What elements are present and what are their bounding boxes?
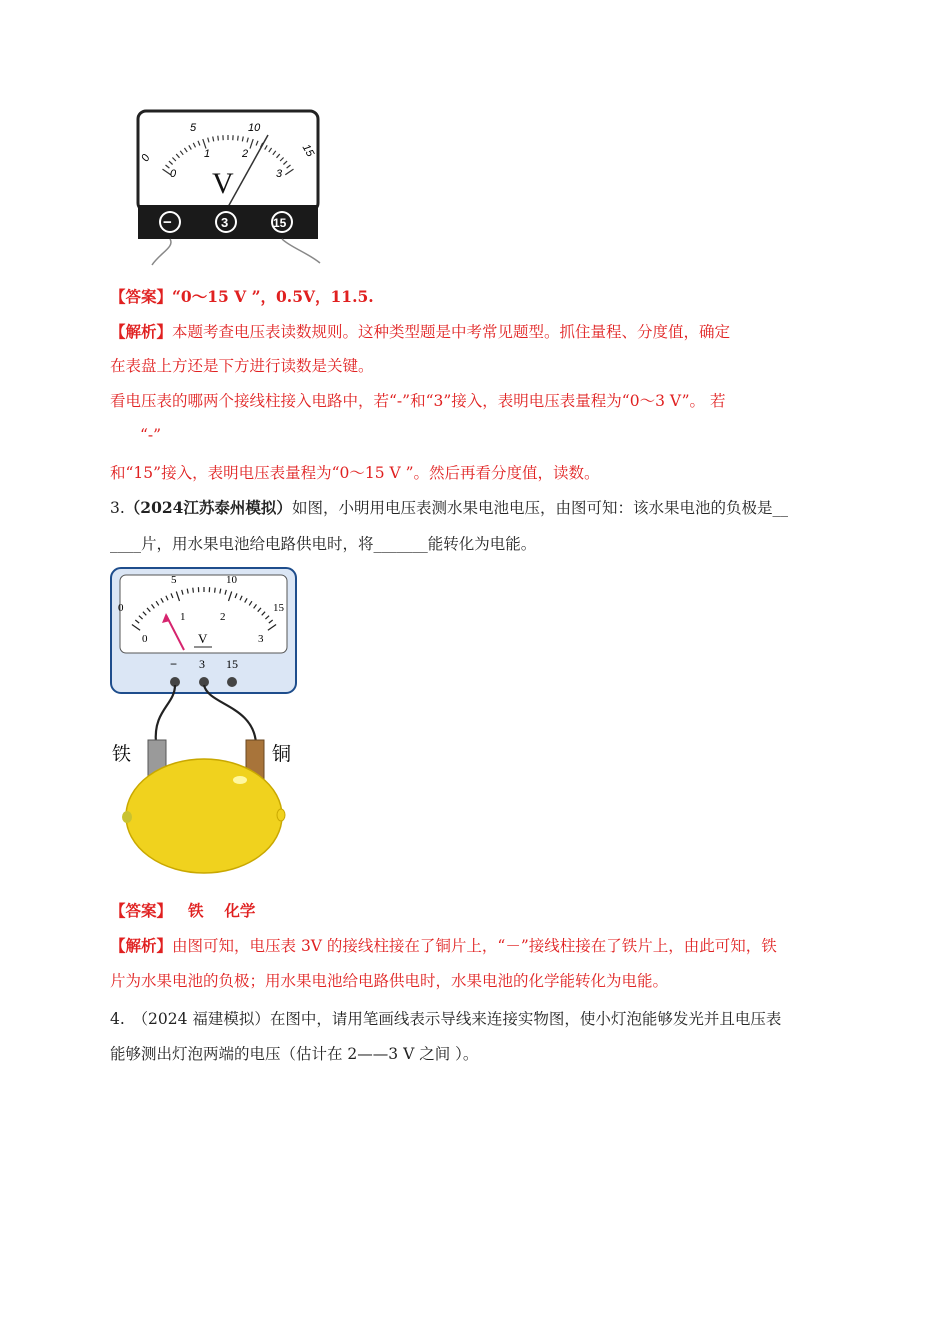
voltmeter-symbol: V: [198, 631, 208, 646]
terminal-3[interactable]: [215, 211, 237, 233]
q2-analysis-line: 和“15”接入，表明电压表量程为“0～15 V ”。然后再看分度值，读数。: [110, 464, 600, 482]
terminal-negative[interactable]: [159, 211, 181, 233]
terminal-label: 15: [273, 216, 287, 230]
wire-left: [152, 239, 171, 265]
upper-tick-label: 0: [139, 152, 153, 164]
terminal-label: −: [163, 214, 172, 231]
scale-tick: [193, 588, 194, 593]
question-number: 3.: [110, 499, 125, 517]
upper-tick-label: 0: [118, 602, 124, 614]
q4-question-line: 4. （2024 福建模拟）在图中，请用笔画线表示导线来连接实物图，使小灯泡能够发光并且电压表: [110, 1010, 782, 1028]
terminal-label: 3: [199, 657, 205, 671]
answer-tag: 【答案】: [110, 287, 173, 306]
terminal-label: 3: [221, 215, 229, 230]
upper-tick-label: 15: [273, 602, 284, 614]
upper-tick-label: 15: [299, 142, 317, 159]
terminal-label: 15: [226, 657, 238, 671]
answer-text: 铁 化学: [188, 901, 256, 920]
answer-tag: 【答案】: [110, 901, 173, 920]
q2-analysis-line: 看电压表的哪两个接线柱接入电路中，若“-”和“3”接入，表明电压表量程为“0～3 V”。 若: [110, 392, 726, 410]
analysis-text: 本题考查电压表读数规则。这种类型题是中考常见题型。抓住量程、分度值，确定: [172, 323, 731, 341]
q3-question-line: ____片，用水果电池给电路供电时，将_______能转化为电能。: [110, 535, 537, 553]
q2-analysis-line: 在表盘上方还是下方进行读数是关键。: [110, 357, 374, 375]
fruit-battery-figure: [108, 565, 308, 875]
answer-text: “0～15 V ”，0.5V，11.5.: [172, 287, 374, 306]
terminal-label: −: [170, 657, 178, 671]
terminal-15[interactable]: [271, 211, 293, 233]
iron-label: 铁: [112, 743, 132, 765]
lower-tick-label: 1: [180, 611, 186, 623]
lower-tick-label: 2: [220, 611, 226, 623]
wire-right: [282, 239, 320, 263]
q3-question-line: [110, 498, 788, 518]
copper-label: 铜: [272, 743, 292, 765]
scale-tick: [238, 136, 239, 141]
upper-tick-label: 5: [171, 574, 177, 586]
q4-question-line: 能够测出灯泡两端的电压（估计在 2——3 V 之间 ）。: [110, 1045, 479, 1063]
lower-tick-label: 2: [242, 148, 249, 160]
scale-tick: [215, 588, 216, 593]
voltmeter-symbol: V: [212, 167, 234, 200]
lower-tick-label: 3: [276, 168, 283, 180]
lower-tick-label: 0: [170, 168, 177, 180]
analysis-tag: 【解析】: [110, 936, 173, 955]
q2-analysis-line: “-”: [140, 426, 162, 444]
terminal-15[interactable]: [227, 677, 237, 687]
lower-tick-label: 1: [204, 148, 211, 160]
lemon: [126, 759, 282, 873]
lemon-tip-left: [122, 811, 132, 823]
question-text: 如图，小明用电压表测水果电池电压，由图可知：该水果电池的负极是__: [291, 499, 788, 517]
q2-analysis-line: [110, 322, 730, 342]
lemon-tip-right: [277, 809, 285, 821]
voltmeter-figure-1: [130, 105, 330, 270]
upper-tick-label: 5: [190, 122, 197, 134]
lower-tick-label: 3: [258, 633, 264, 645]
analysis-tag: 【解析】: [110, 322, 173, 341]
question-source: （2024江苏泰州模拟）: [124, 498, 292, 517]
upper-tick-label: 10: [248, 122, 261, 134]
scale-tick: [218, 136, 219, 141]
q3-analysis-line: [110, 936, 777, 956]
analysis-text: 由图可知，电压表 3V 的接线柱接在了铜片上，“－”接线柱接在了铁片上，由此可知，铁: [172, 937, 777, 955]
lower-tick-label: 0: [142, 633, 148, 645]
q3-analysis-line: 片为水果电池的负极；用水果电池给电路供电时，水果电池的化学能转化为电能。: [110, 972, 669, 990]
lemon-highlight: [233, 776, 247, 784]
q3-answer: [110, 901, 255, 921]
q2-answer: [110, 287, 374, 307]
upper-tick-label: 10: [226, 574, 237, 586]
